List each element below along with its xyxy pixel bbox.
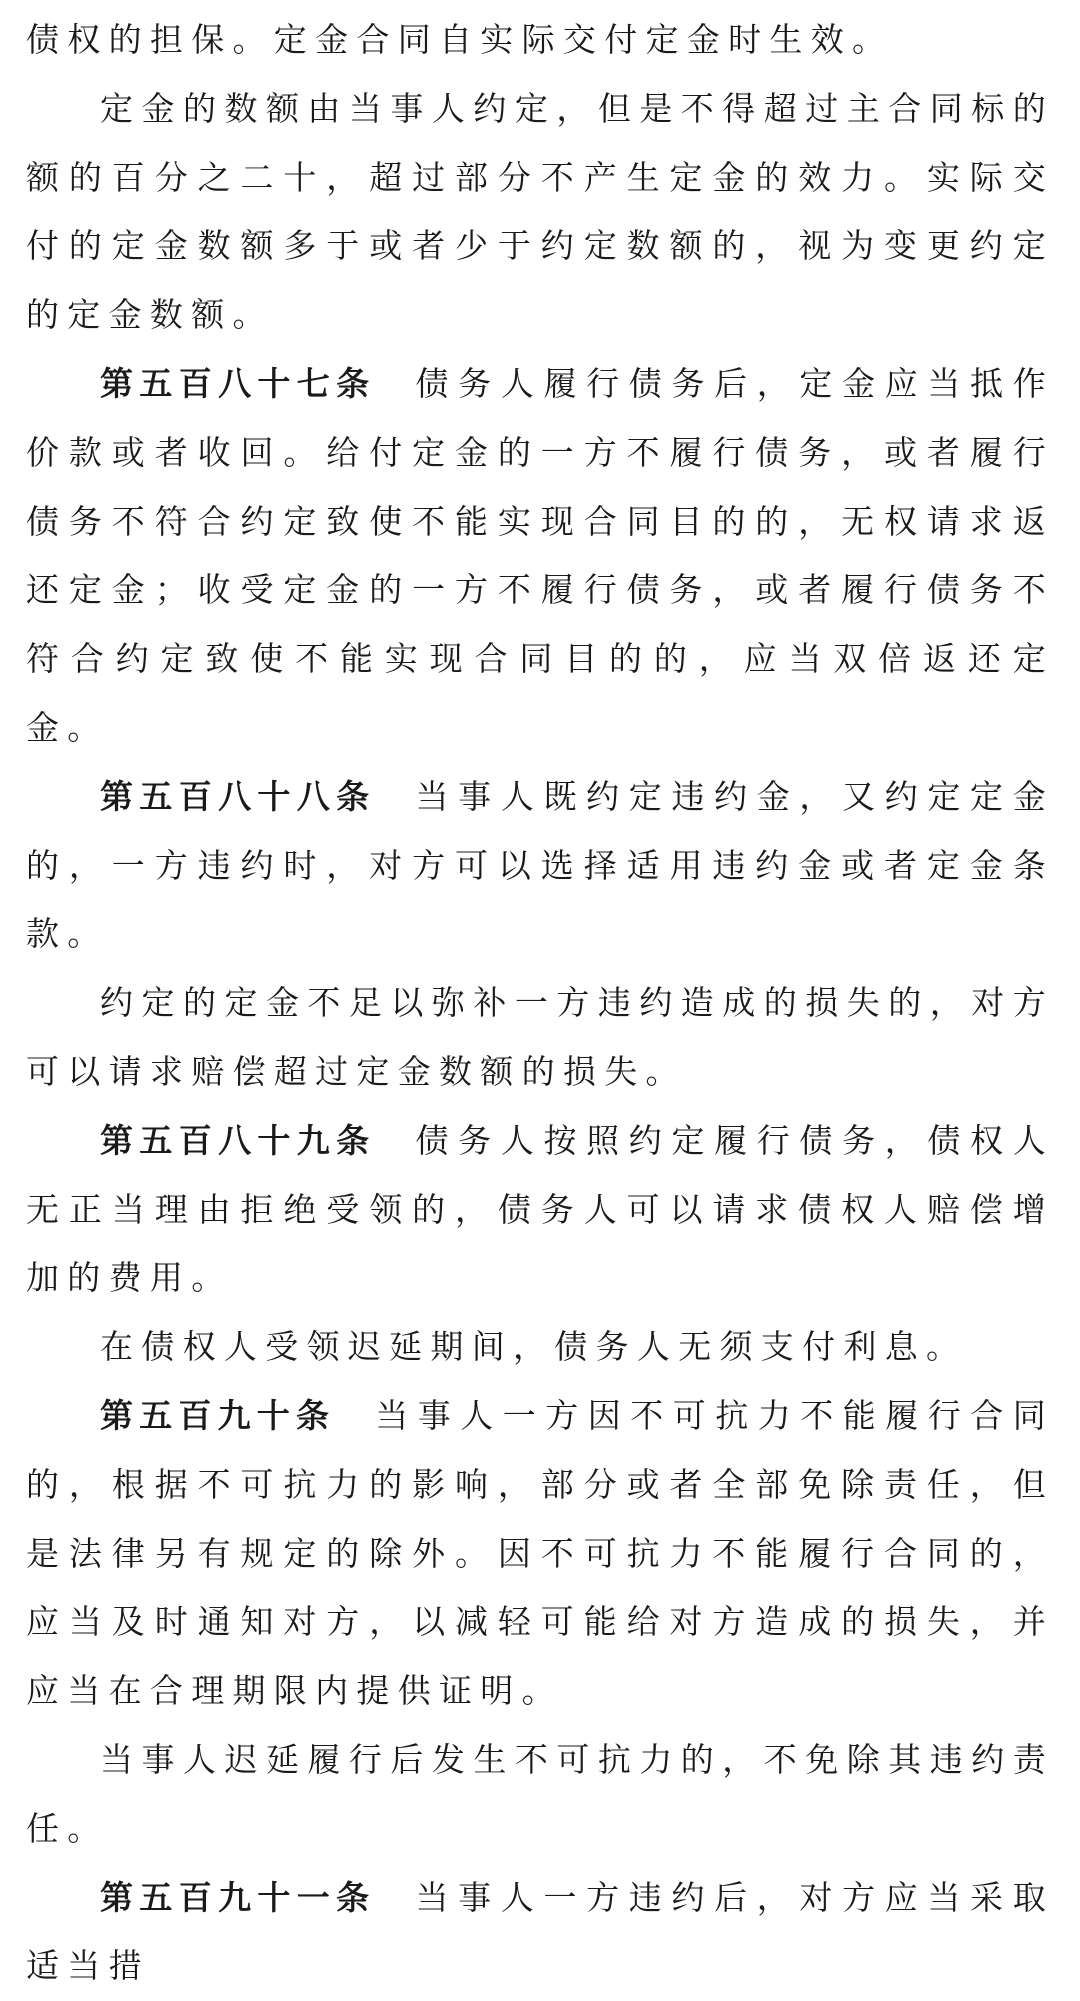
paragraph-text: 债权的担保。定金合同自实际交付定金时生效。	[26, 20, 894, 59]
paragraph-text: 定金的数额由当事人约定，但是不得超过主合同标的额的百分之二十，超过部分不产生定金的效力。实际交付的定金数额多于或者少于约定数额的，视为变更约定的定金数额。	[26, 88, 1054, 335]
article-590	[26, 1382, 1054, 1726]
article-587	[26, 350, 1054, 763]
article-591	[26, 1864, 1054, 2001]
article-number: 第五百八十八条	[100, 776, 376, 816]
article-588	[26, 763, 1054, 969]
article-text: 当事人一方因不可抗力不能履行合同的，根据不可抗力的影响，部分或者全部免除责任，但是法律另有规定的除外。因不可抗力不能履行合同的，应当及时通知对方，以减轻可能给对方造成的损失，并应当在合理期限内提供证明。	[26, 1395, 1054, 1711]
article-text: 当事人一方违约后，对方应当采取适当措	[26, 1877, 1054, 1986]
article-text: 债务人按照约定履行债务，债权人无正当理由拒绝受领的，债务人可以请求债权人赔偿增加的费用。	[26, 1120, 1054, 1298]
paragraph-text: 约定的定金不足以弥补一方违约造成的损失的，对方可以请求赔偿超过定金数额的损失。	[26, 983, 1054, 1091]
article-number: 第五百八十七条	[100, 363, 376, 403]
article-number: 第五百八十九条	[100, 1120, 376, 1160]
paragraph-deposit-insufficient	[26, 969, 1054, 1107]
paragraph-deposit-amount	[26, 75, 1054, 350]
article-number: 第五百九十一条	[100, 1877, 376, 1917]
paragraph-continuation	[26, 6, 1054, 75]
paragraph-force-majeure-delay	[26, 1726, 1054, 1864]
paragraph-no-interest	[26, 1313, 1054, 1382]
article-number: 第五百九十条	[100, 1395, 336, 1435]
article-text: 债务人履行债务后，定金应当抵作价款或者收回。给付定金的一方不履行债务，或者履行债务不符合约定致使不能实现合同目的的，无权请求返还定金；收受定金的一方不履行债务，或者履行债务不符合约定致使不能实现合同目的的，应当双倍返还定金。	[26, 363, 1054, 747]
article-text: 当事人既约定违约金，又约定定金的，一方违约时，对方可以选择适用违约金或者定金条款。	[26, 776, 1054, 954]
paragraph-text: 在债权人受领迟延期间，债务人无须支付利息。	[100, 1327, 968, 1367]
article-589	[26, 1107, 1054, 1313]
paragraph-text: 当事人迟延履行后发生不可抗力的，不免除其违约责任。	[26, 1739, 1054, 1848]
